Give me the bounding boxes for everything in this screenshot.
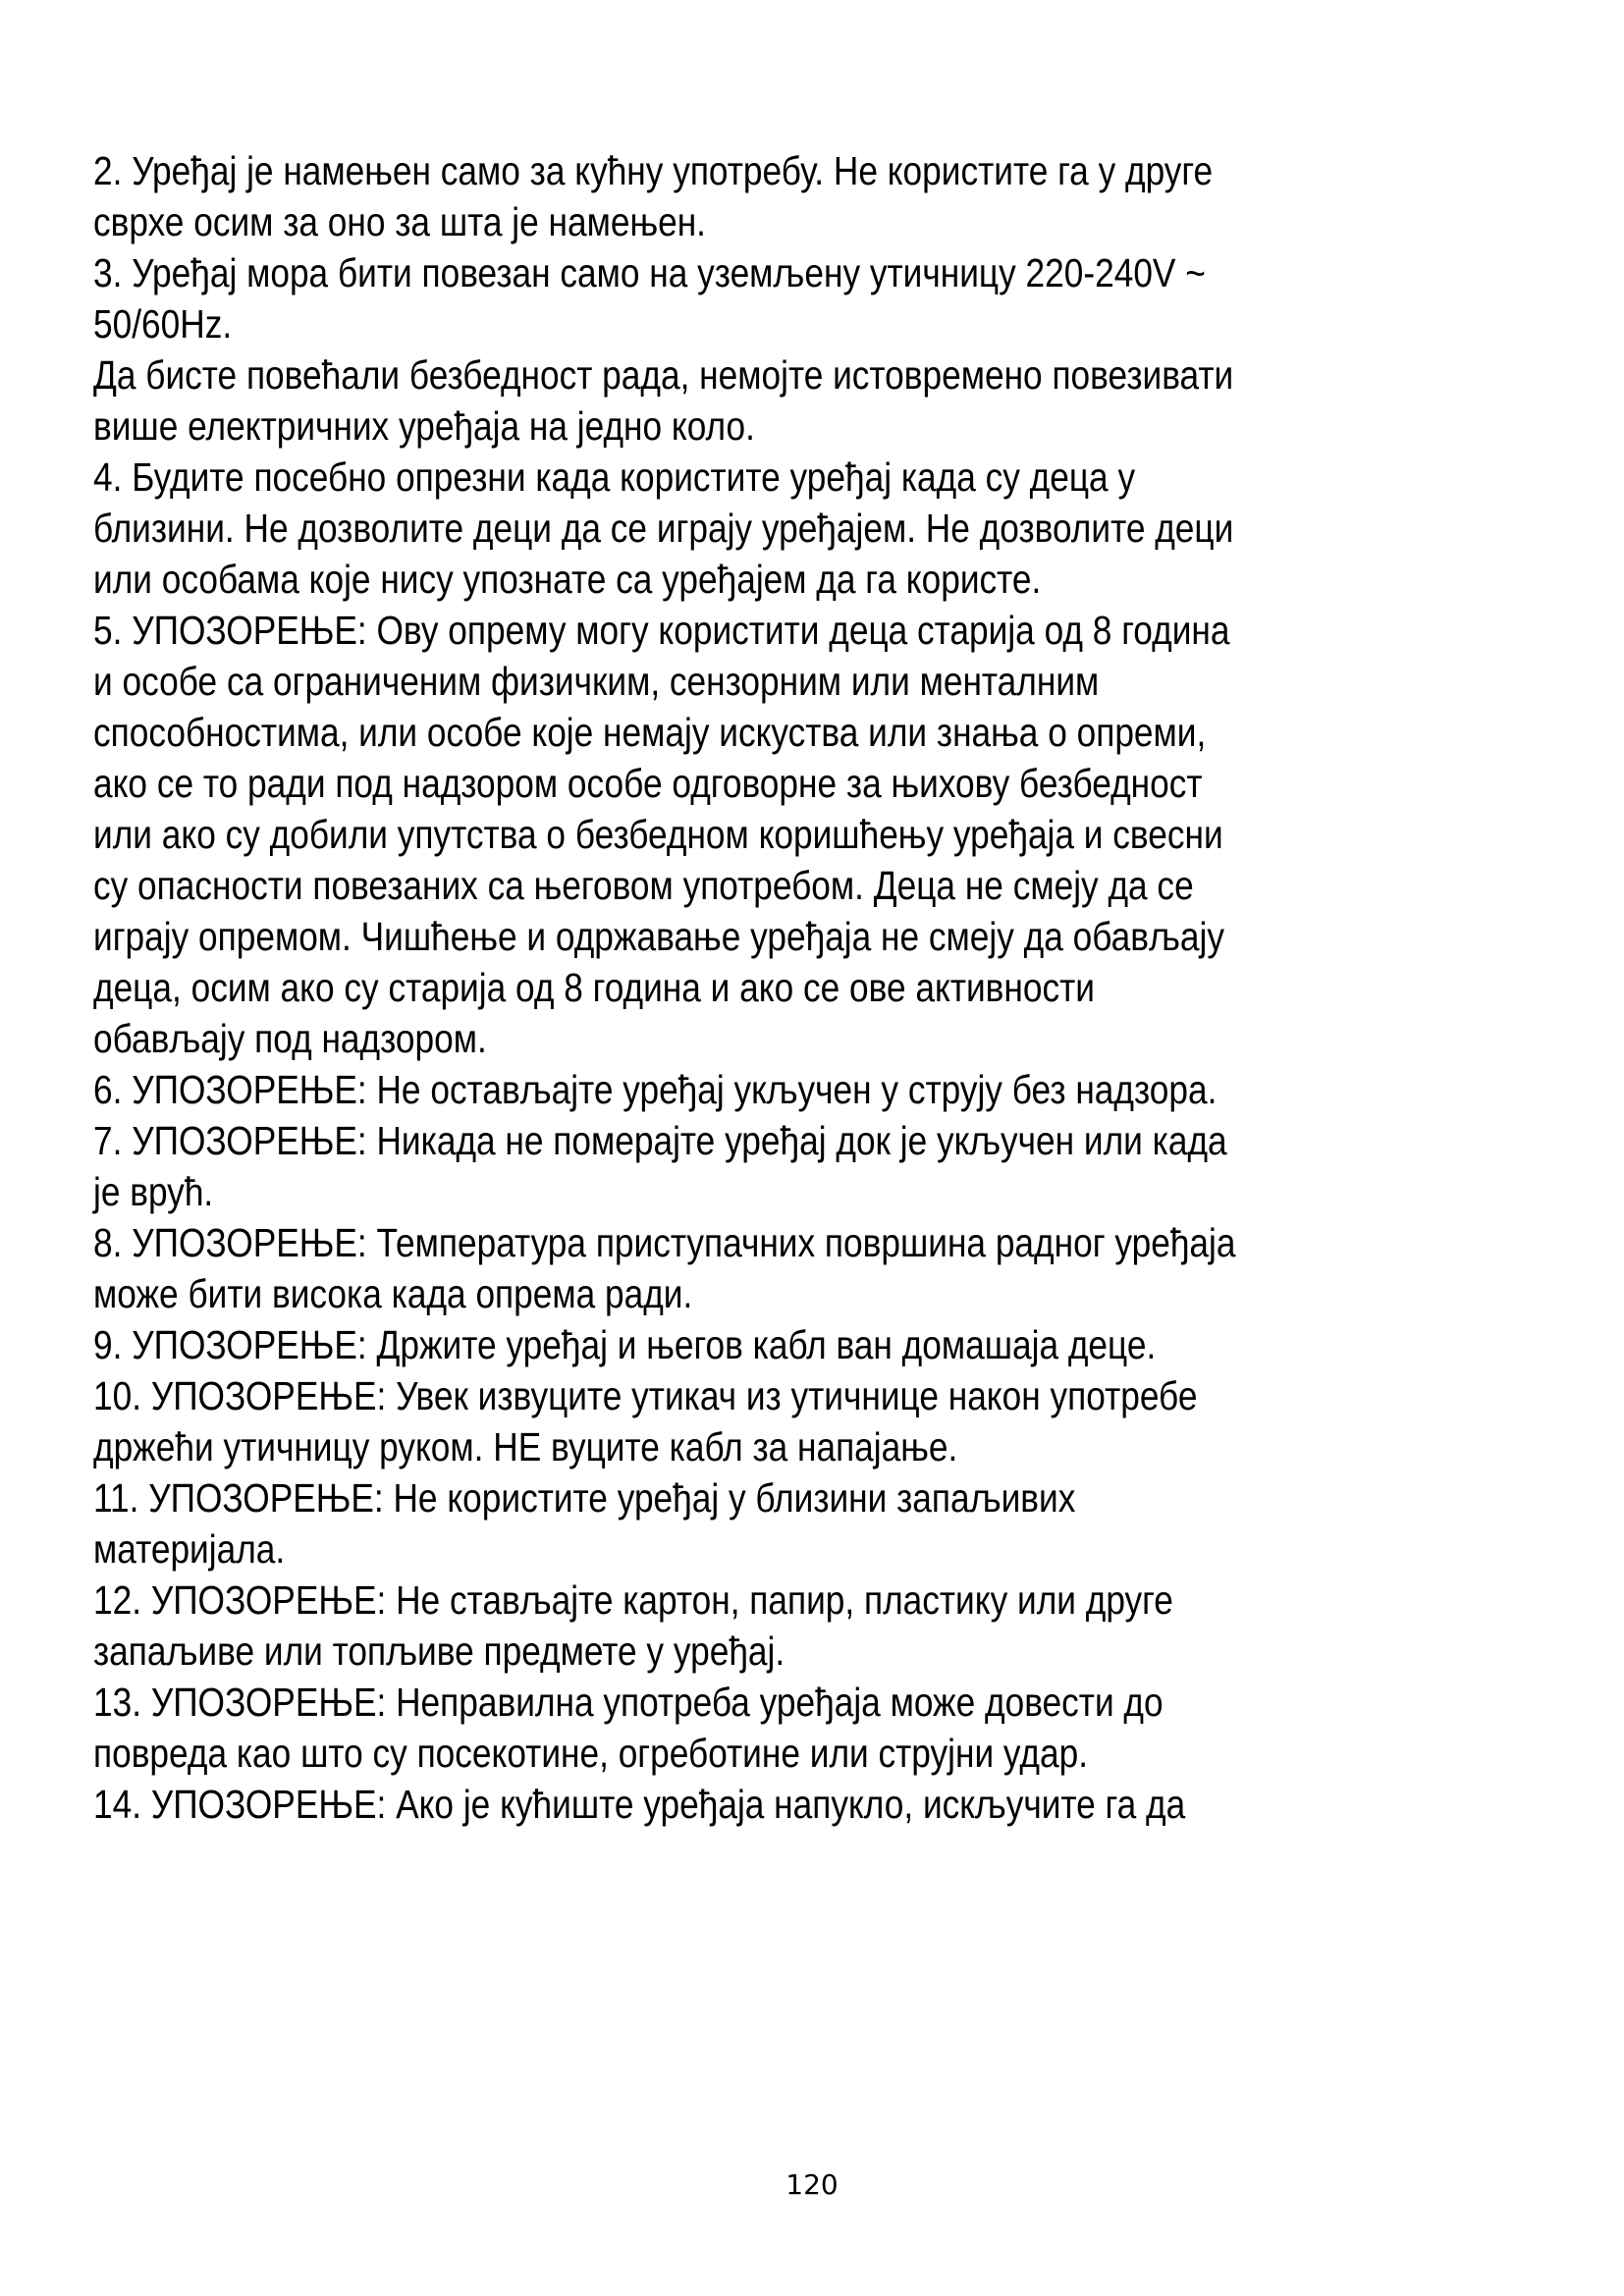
text-line: сврхе осим за оно за шта је намењен. — [93, 199, 706, 244]
text-line: 11. УПОЗОРЕЊЕ: Не користите уређај у близини запаљивих — [93, 1475, 1076, 1521]
text-line: 10. УПОЗОРЕЊЕ: Увек извуците утикач из утичнице након употребе — [93, 1373, 1198, 1418]
text-line: деца, осим ако су старија од 8 година и ако се ове активности — [93, 965, 1095, 1010]
text-line: 3. Уређај мора бити повезан само на уземљену утичницу 220-240V ~ — [93, 250, 1206, 295]
page-number: 120 — [785, 2168, 839, 2201]
text-line: запаљиве или топљиве предмете у уређај. — [93, 1629, 785, 1674]
text-line: повреда као што су посекотине, огреботине или струјни удар. — [93, 1731, 1088, 1776]
document-body — [93, 145, 1529, 1830]
text-line: 6. УПОЗОРЕЊЕ: Не остављајте уређај укључен у струју без надзора. — [93, 1067, 1218, 1112]
text-line: 8. УПОЗОРЕЊЕ: Температура приступачних површина радног уређаја — [93, 1220, 1236, 1265]
text-line: може бити висока када опрема ради. — [93, 1271, 693, 1316]
text-line: ако се то ради под надзором особе одговорне за њихову безбедност — [93, 761, 1203, 806]
text-line: 7. УПОЗОРЕЊЕ: Никада не померајте уређај док је укључен или када — [93, 1118, 1227, 1163]
text-line: 14. УПОЗОРЕЊЕ: Ако је кућиште уређаја напукло, искључите га да — [93, 1782, 1186, 1827]
text-line: држећи утичницу руком. НЕ вуците кабл за напајање. — [93, 1424, 958, 1469]
text-line: 13. УПОЗОРЕЊЕ: Неправилна употреба уређаја може довести до — [93, 1680, 1164, 1725]
text-line: способностима, или особе које немају искуства или знања о опреми, — [93, 710, 1207, 755]
text-line: обављају под надзором. — [93, 1016, 487, 1061]
text-line: 5. УПОЗОРЕЊЕ: Ову опрему могу користити деца старија од 8 година — [93, 608, 1230, 653]
text-line: 2. Уређај је намењен само за кућну употребу. Не користите га у друге — [93, 148, 1214, 193]
text-line: или особама које нису упознате са уређајем да га користе. — [93, 557, 1042, 602]
text-line: материјала. — [93, 1526, 286, 1572]
text-line: Да бисте повећали безбедност рада, немојте истовремено повезивати — [93, 352, 1234, 398]
text-line: је врућ. — [93, 1169, 214, 1214]
text-line: играју опремом. Чишћење и одржавање уређаја не смеју да обављају — [93, 914, 1224, 959]
text-line: 50/60Hz. — [93, 301, 233, 347]
text-line: су опасности повезаних са његовом употребом. Деца не смеју да се — [93, 863, 1194, 908]
text-line: близини. Не дозволите деци да се играју уређајем. Не дозволите деци — [93, 506, 1234, 551]
text-line: и особе са ограниченим физичким, сензорним или менталним — [93, 659, 1100, 704]
text-line: 12. УПОЗОРЕЊЕ: Не стављајте картон, папир, пластику или друге — [93, 1577, 1173, 1623]
text-line: или ако су добили упутства о безбедном коришћењу уређаја и свесни — [93, 812, 1223, 857]
text-line: више електричних уређаја на једно коло. — [93, 403, 755, 449]
text-line: 9. УПОЗОРЕЊЕ: Држите уређај и његов кабл ван домашаја деце. — [93, 1322, 1157, 1367]
text-line: 4. Будите посебно опрезни када користите уређај када су деца у — [93, 454, 1136, 500]
